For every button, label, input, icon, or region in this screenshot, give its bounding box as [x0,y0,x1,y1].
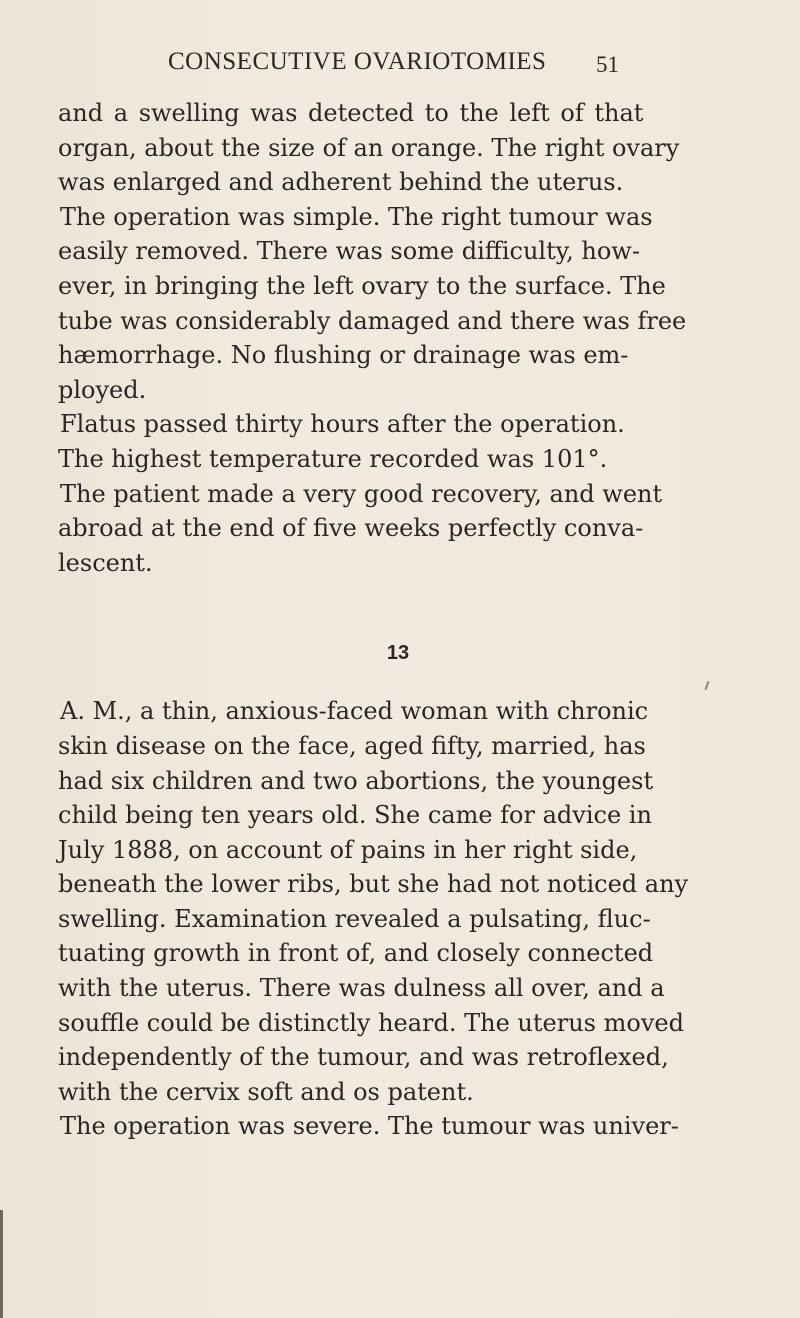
text-line: tuating growth in front of, and closely connected [58,939,654,968]
text-line: skin disease on the face, aged fifty, married, has [58,731,646,760]
text-line: July 1888, on account of pains in her right side, [58,835,638,864]
text-line: child being ten years old. She came for advice in [58,801,652,830]
text-line: beneath the lower ribs, but she had not noticed any [58,870,689,899]
text-line: Flatus passed thirty hours after the operation. [60,410,625,439]
paragraph-block-1 [58,96,738,580]
page-number: 51 [596,52,619,77]
text-line: with the cervix soft and os patent. [58,1077,474,1106]
text-line: with the uterus. There was dulness all over, and a [58,974,665,1003]
section-number: 13 [386,642,410,665]
page-header [0,44,800,84]
text-line: A. M., a thin, anxious-faced woman with chronic [60,697,649,726]
text-line: The patient made a very good recovery, and went [60,479,663,508]
text-line: had six children and two abortions, the youngest [58,766,654,795]
text-line: independently of the tumour, and was retroflexed, [58,1043,669,1072]
paragraph-block-2 [58,694,738,1144]
text-line: swelling. Examination revealed a pulsating, fluc- [58,904,651,933]
text-line: and a swelling was detected to the left of that [58,99,644,127]
text-line: easily removed. There was some difficulty, how- [58,237,640,266]
text-line: tube was considerably damaged and there was free [58,306,687,335]
text-line: ever, in bringing the left ovary to the surface. The [58,271,666,300]
text-line: organ, about the size of an orange. The right ovary [58,133,680,162]
section-gap [58,580,738,632]
text-line: The highest temperature recorded was 101°. [58,444,608,473]
text-line: lescent. [58,548,153,577]
running-title: CONSECUTIVE OVARIOTOMIES [168,48,547,75]
text-line: abroad at the end of five weeks perfectly conva- [58,514,644,543]
body-text [58,96,738,1144]
text-line: was enlarged and adherent behind the uterus. [58,168,624,197]
binding-edge-mark [0,1210,3,1318]
text-line: The operation was simple. The right tumour was [60,202,653,231]
text-line: souffle could be distinctly heard. The uterus moved [58,1008,684,1037]
text-line: The operation was severe. The tumour was univer- [60,1112,679,1141]
text-line: hæmorrhage. No flushing or drainage was em- [58,341,629,370]
text-line: ployed. [58,375,147,404]
